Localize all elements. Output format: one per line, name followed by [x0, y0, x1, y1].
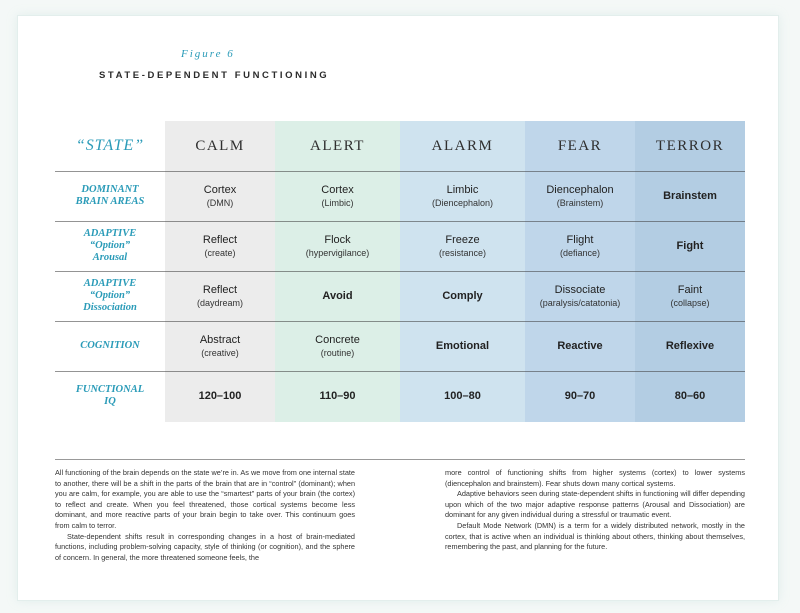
paragraph: more control of functioning shifts from higher systems (cortex) to lower systems (diencephalon and brainstem). Fear shuts down many cortical systems.	[445, 468, 745, 488]
table-cell	[400, 221, 525, 271]
row-label-line: BRAIN AREAS	[75, 196, 145, 207]
cell-main: Reflexive	[665, 339, 715, 352]
cell-main: Avoid	[322, 289, 353, 302]
cell-sub: (Brainstem)	[556, 197, 604, 208]
cell-main: Brainstem	[663, 189, 717, 202]
row-label	[55, 271, 165, 321]
cell-sub: (DMN)	[206, 197, 234, 208]
row-label	[55, 371, 165, 421]
table-cell	[275, 321, 400, 371]
column-header-alert: ALERT	[310, 137, 365, 154]
table-cell	[275, 171, 400, 221]
table-cell	[635, 371, 745, 421]
cell-sub: (paralysis/catatonia)	[539, 297, 621, 308]
cell-main: Diencephalon	[546, 183, 614, 196]
table-cell	[165, 371, 275, 421]
table-cell	[400, 271, 525, 321]
cell-sub: (creative)	[201, 347, 239, 358]
table-cell	[275, 371, 400, 421]
table-cell	[275, 221, 400, 271]
row-label-line: Arousal	[92, 252, 128, 263]
cell-main: 110–90	[319, 389, 356, 402]
cell-main: Dissociate	[554, 283, 606, 296]
table-cell	[525, 321, 635, 371]
cell-main: Reflect	[202, 233, 238, 246]
table-cell	[635, 171, 745, 221]
column-header-fear: FEAR	[557, 137, 603, 154]
paragraph: Adaptive behaviors seen during state-dependent shifts in functioning will differ depending upon which of the two major adaptive response patterns (Arousal and Dissociation) are dominant for any given individual during a stressful or traumatic event.	[445, 489, 745, 520]
cell-main: Reactive	[557, 339, 603, 352]
cell-main: Cortex	[203, 183, 237, 196]
row-label-line: IQ	[104, 396, 116, 407]
table-cell	[525, 221, 635, 271]
cell-sub: (hypervigilance)	[305, 247, 370, 258]
table-cell	[635, 221, 745, 271]
cell-sub: (routine)	[320, 347, 355, 358]
table-cell	[165, 271, 275, 321]
table-cell	[165, 171, 275, 221]
table-cell	[525, 171, 635, 221]
row-label	[55, 221, 165, 271]
cell-main: Comply	[442, 289, 483, 302]
cell-main: 100–80	[444, 389, 481, 402]
table-cell	[400, 371, 525, 421]
cell-main: Cortex	[321, 183, 354, 196]
paragraph: State-dependent shifts result in corresponding changes in a host of brain-mediated functions, including problem-solving capacity, style of thinking (or cognition), and the sphere of concern. In general, the more threatened someone feels, the	[55, 531, 355, 562]
cell-main: Reflect	[202, 283, 238, 296]
table-cell	[275, 271, 400, 321]
cell-main: 90–70	[564, 389, 596, 402]
cell-main: Flight	[566, 233, 594, 246]
row-label	[55, 171, 165, 221]
cell-sub: (Limbic)	[321, 197, 354, 208]
cell-sub: (defiance)	[559, 247, 601, 258]
column-header-terror: TERROR	[655, 137, 725, 154]
cell-main: Faint	[677, 283, 703, 296]
table-cell	[635, 321, 745, 371]
state-header: “STATE”	[75, 137, 145, 154]
cell-main: Concrete	[315, 333, 360, 346]
figure-title: STATE-DEPENDENT FUNCTIONING	[99, 70, 330, 81]
row-label	[55, 321, 165, 371]
cell-sub: (create)	[204, 247, 236, 258]
table-cell	[635, 271, 745, 321]
cell-sub: (Diencephalon)	[431, 197, 494, 208]
table-cell	[400, 321, 525, 371]
cell-main: Fight	[676, 239, 704, 252]
divider	[55, 459, 745, 460]
table-cell	[165, 221, 275, 271]
cell-main: Emotional	[435, 339, 490, 352]
cell-sub: (daydream)	[196, 297, 243, 308]
row-label-line: “Option”	[89, 290, 131, 301]
row-label-line: DOMINANT	[81, 184, 139, 195]
row-label-line: COGNITION	[80, 340, 140, 351]
body-text-left	[55, 468, 355, 563]
row-label-line: Dissociation	[83, 302, 137, 313]
cell-main: 80–60	[674, 389, 706, 402]
column-header-calm: CALM	[195, 137, 245, 154]
cell-sub: (collapse)	[670, 297, 710, 308]
row-label-line: ADAPTIVE	[83, 278, 137, 289]
figure-label: Figure 6	[181, 48, 235, 60]
cell-main: Freeze	[445, 233, 480, 246]
column-header-alarm: ALARM	[431, 137, 494, 154]
state-table	[55, 121, 745, 422]
table-cell	[400, 171, 525, 221]
cell-sub: (resistance)	[438, 247, 486, 258]
row-label-line: “Option”	[89, 240, 131, 251]
cell-main: 120–100	[198, 389, 242, 402]
cell-main: Flock	[324, 233, 351, 246]
cell-main: Abstract	[199, 333, 241, 346]
row-label-line: FUNCTIONAL	[75, 384, 145, 395]
row-label-line: ADAPTIVE	[83, 228, 137, 239]
paragraph: All functioning of the brain depends on the state we’re in. As we move from one internal state to another, there will be a shift in the parts of the brain that are in “control” (dominant); when you are calm, for example, you are able to use the “smartest” parts of your brain (the cortex) to reflect and create. When you feel threatened, those cortical systems become less dominant, and more reactive parts of your brain begin to take over. This continuum goes from calm to terror.	[55, 468, 355, 530]
table-cell	[165, 321, 275, 371]
body-text-right	[445, 468, 745, 553]
table-cell	[525, 371, 635, 421]
table-cell	[525, 271, 635, 321]
paragraph: Default Mode Network (DMN) is a term for a widely distributed network, mostly in the cortex, that is active when an individual is thinking about others, thinking about themselves, remembering the past, and planning for the future.	[445, 520, 745, 552]
cell-main: Limbic	[446, 183, 479, 196]
